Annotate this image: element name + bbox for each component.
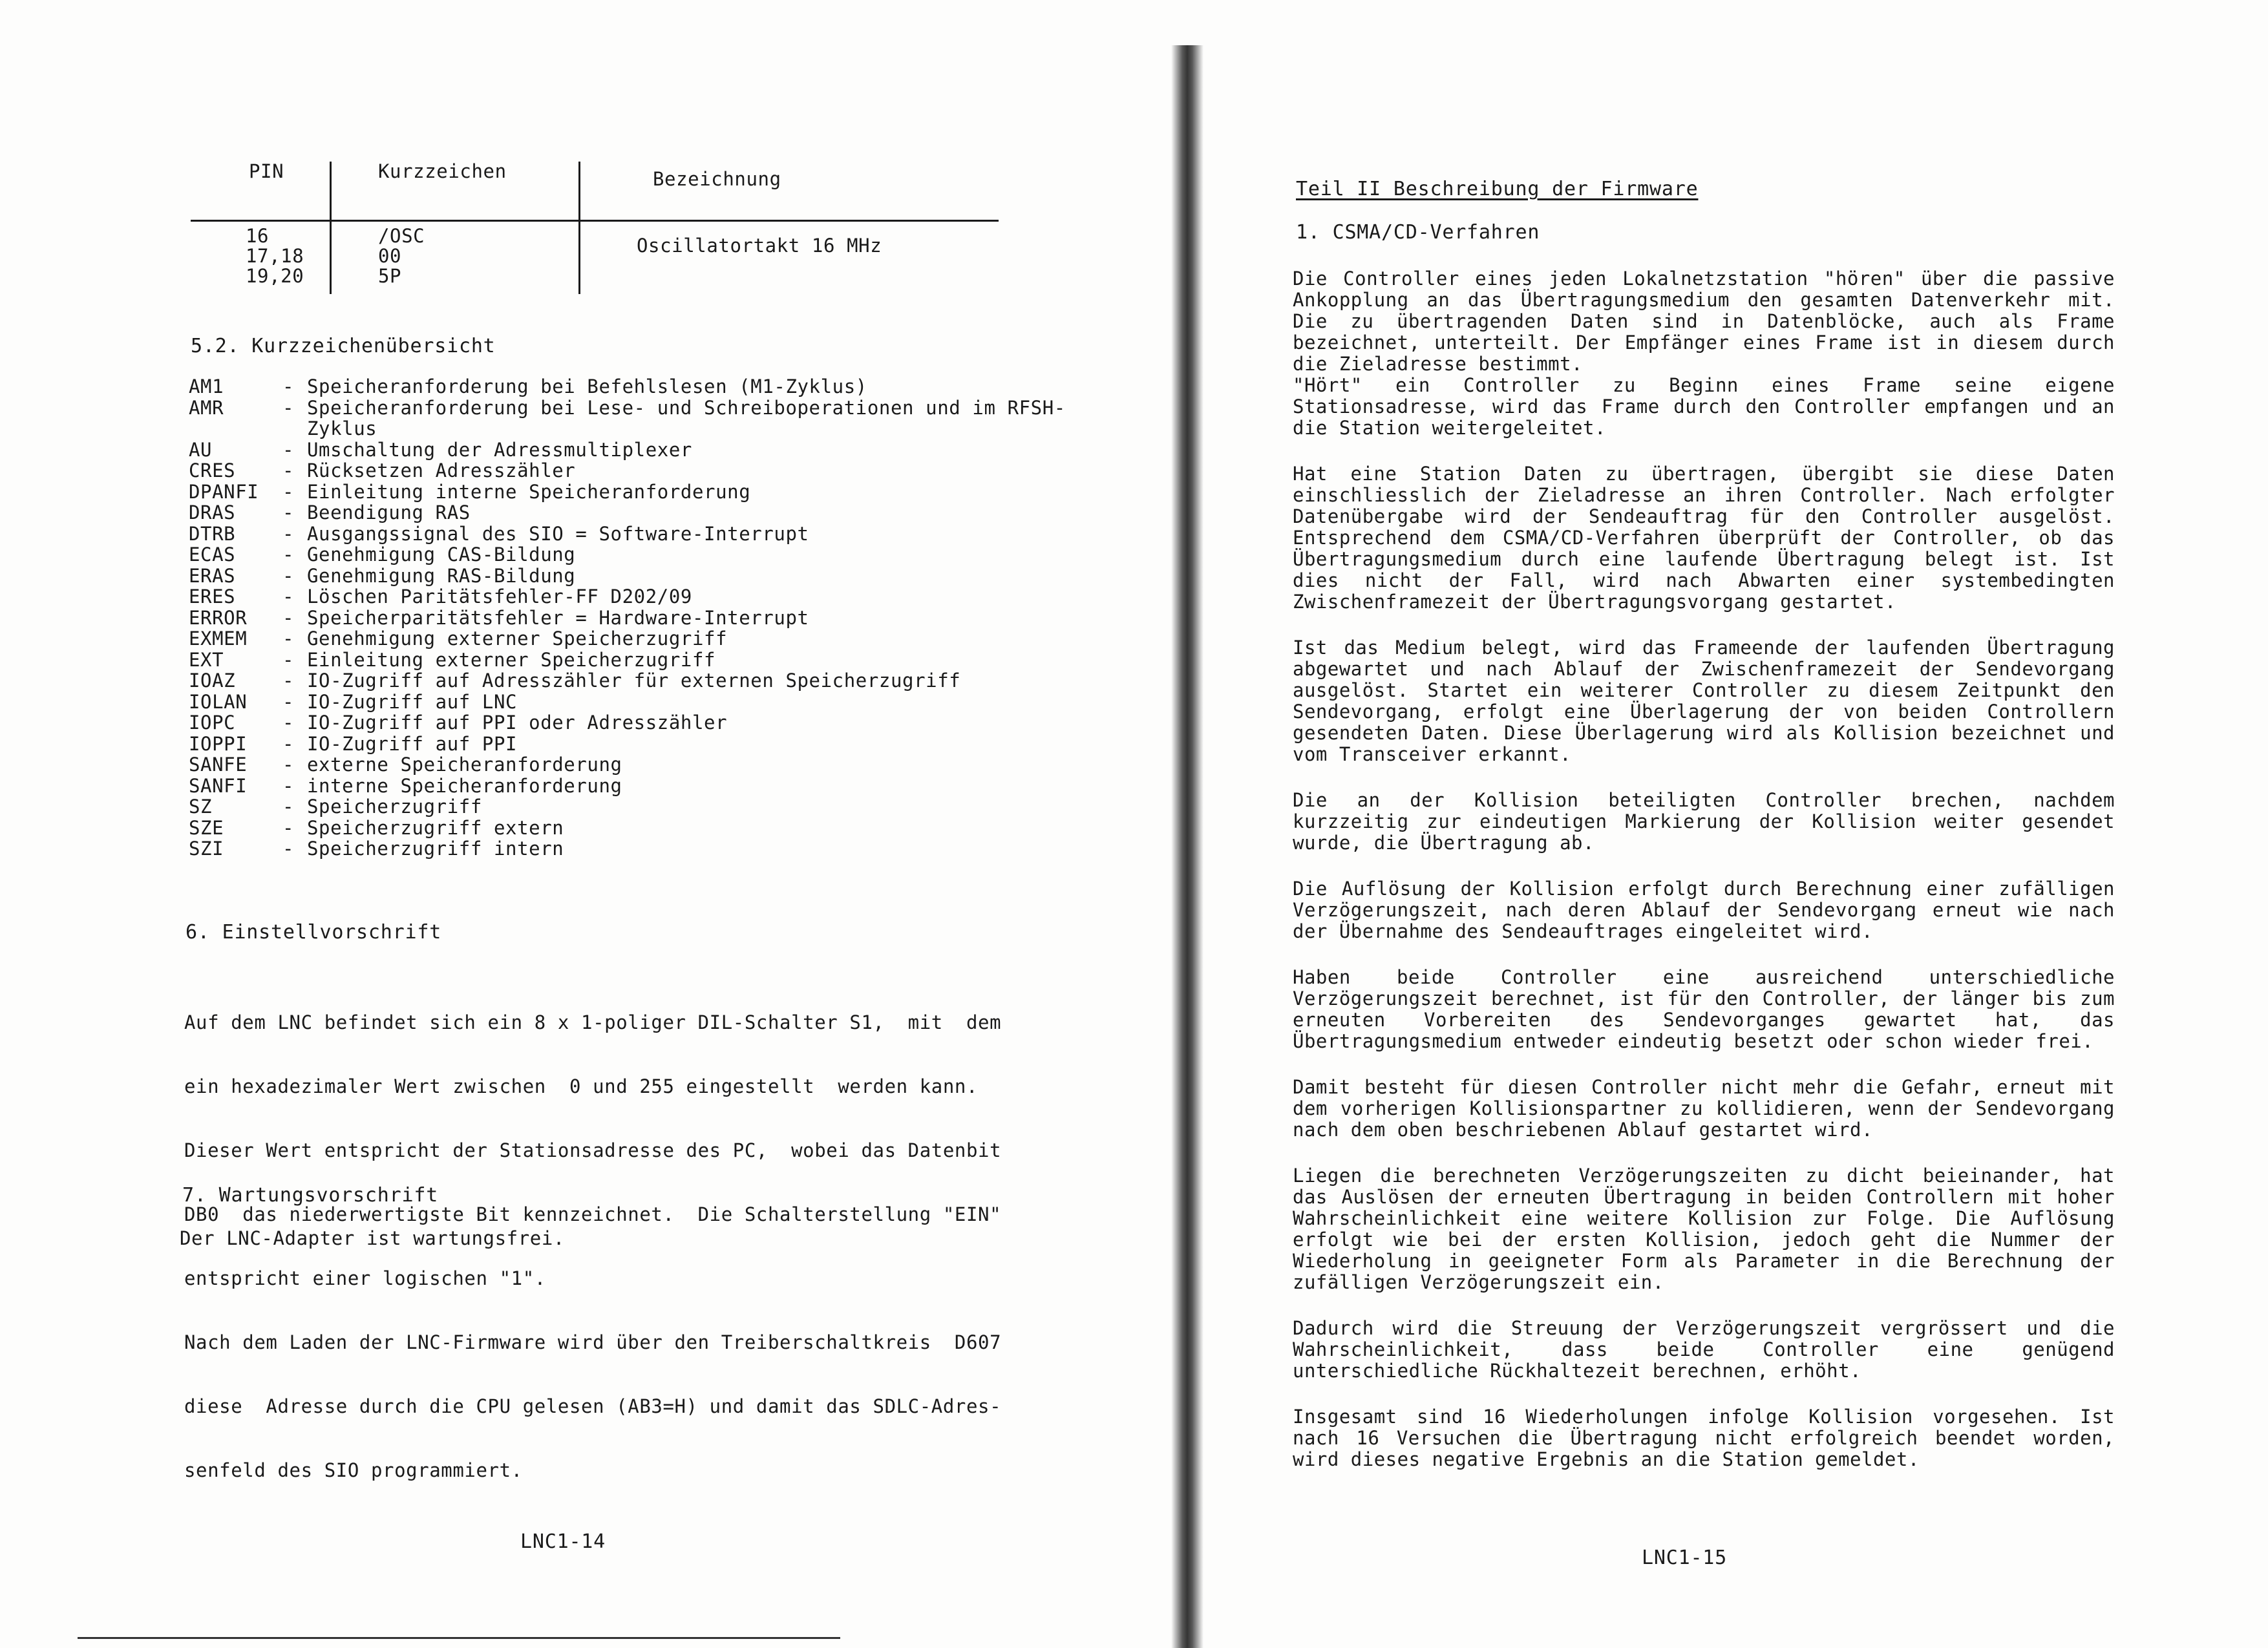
abbreviation-key: SZE bbox=[189, 816, 224, 839]
abbreviation-item bbox=[189, 818, 1115, 839]
abbreviation-key: AMR bbox=[189, 396, 224, 419]
abbreviation-key: SANFI bbox=[189, 774, 248, 797]
abbreviation-dash: - bbox=[282, 522, 295, 545]
abbreviation-key: SZ bbox=[189, 796, 213, 818]
abbreviation-description: Genehmigung CAS-Bildung bbox=[307, 544, 576, 565]
part-title: Teil II Beschreibung der Firmware bbox=[1296, 178, 1699, 200]
abbreviation-dash: - bbox=[282, 732, 295, 755]
abbreviation-key: IOPPI bbox=[189, 732, 248, 755]
abbreviation-item bbox=[189, 796, 1115, 818]
abbreviation-description: IO-Zugriff auf LNC bbox=[307, 690, 518, 713]
abbreviation-key: DRAS bbox=[189, 502, 236, 523]
pin-cell: 16 bbox=[246, 225, 270, 247]
abbreviation-key: IOAZ bbox=[189, 670, 236, 692]
abbreviation-key: AU bbox=[189, 438, 213, 461]
description-cell: Oscillatortakt 16 MHz bbox=[637, 235, 882, 257]
abbreviation-key: SANFE bbox=[189, 754, 248, 776]
abbreviation-key: SZI bbox=[189, 838, 224, 860]
abbreviation-dash: - bbox=[282, 606, 295, 629]
paragraph: Die Auflösung der Kollision erfolgt durch Berechnung einer zufälligen Verzögerungszeit, nach deren Ablauf der Sendevorgang erneut wie nach der Übernahme des Sendeauftrages eingeleitet wird. bbox=[1293, 878, 2115, 942]
abbreviation-dash: - bbox=[282, 838, 295, 860]
abbreviation-dash: - bbox=[282, 438, 295, 461]
abbreviation-description: Speicheranforderung bei Lese- und Schreiboperationen und im RFSH-Zyklus bbox=[307, 396, 1066, 439]
abbreviation-dash: - bbox=[282, 480, 295, 503]
abbreviation-item bbox=[189, 628, 1115, 650]
text-line: Dieser Wert entspricht der Stationsadresse des PC, wobei das Datenbit bbox=[184, 1139, 1002, 1161]
section-title-7: 7. Wartungsvorschrift bbox=[182, 1184, 439, 1207]
paragraph: Insgesamt sind 16 Wiederholungen infolge Kollision vorgesehen. Ist nach 16 Versuchen die Übertragung nicht erfolgreich beendet worden, wird dieses negative Ergebnis an die Station gemeldet. bbox=[1293, 1406, 2115, 1470]
section-7-text: Der LNC-Adapter ist wartungsfrei. bbox=[180, 1227, 565, 1249]
text-line: ein hexadezimaler Wert zwischen 0 und 255 eingestellt werden kann. bbox=[184, 1075, 979, 1097]
abbreviation-dash: - bbox=[282, 564, 295, 587]
abbreviation-dash: - bbox=[282, 544, 295, 565]
abbreviation-key: ERROR bbox=[189, 606, 248, 629]
abbreviation-key: ERES bbox=[189, 586, 236, 607]
abbreviation-item bbox=[189, 439, 1115, 461]
abbreviation-dash: - bbox=[282, 712, 295, 734]
section-title-csma: 1. CSMA/CD-Verfahren bbox=[1296, 221, 1540, 244]
text-line: Auf dem LNC befindet sich ein 8 x 1-poliger DIL-Schalter S1, mit dem bbox=[184, 1011, 1002, 1033]
text-line: Nach dem Laden der LNC-Firmware wird über den Treiberschaltkreis D607 bbox=[184, 1331, 1002, 1353]
abbreviation-dash: - bbox=[282, 460, 295, 481]
abbreviation-item bbox=[189, 607, 1115, 629]
abbreviation-dash: - bbox=[282, 690, 295, 713]
abbreviation-item bbox=[189, 712, 1115, 734]
section-title-6: 6. Einstellvorschrift bbox=[185, 921, 442, 944]
abbreviation-description: IO-Zugriff auf PPI bbox=[307, 732, 518, 755]
paragraph: Die Controller eines jeden Lokalnetzstation "hören" über die passive Ankopplung an das Übertragungsmedium den gesamten Datenverkehr mit. Die zu übertragenden Daten sind in Datenblöcke, auch als Frame bezeichnet, unterteilt. Der Empfänger eines Frame ist in diesem durch die Zieladresse bestimmt. "Hört" ein Controller zu Beginn eines Frame seine eigene Stationsadresse, wird das Frame durch den Controller empfangen und an die Station weitergeleitet. bbox=[1293, 268, 2115, 439]
abbreviation-item bbox=[189, 670, 1115, 692]
abbreviation-description: Genehmigung RAS-Bildung bbox=[307, 564, 576, 587]
abbreviation-description: Speicherzugriff bbox=[307, 796, 482, 818]
abbreviation-description: Rücksetzen Adresszähler bbox=[307, 460, 576, 481]
paragraph: Liegen die berechneten Verzögerungszeiten zu dicht beieinander, hat das Auslösen der erneuten Übertragung in beiden Controllern mit hoher Wahrscheinlichkeit eine weitere Kollision zur Folge. Die Auflösung erfolgt wie bei der ersten Kollision, jedoch geht die Nummer der Wiederholung in geeigneter Form als Parameter in die Berechnung der zufälligen Verzögerungszeit ein. bbox=[1293, 1165, 2115, 1293]
table-divider bbox=[330, 162, 332, 294]
abbreviation-item bbox=[189, 692, 1115, 713]
abbreviation-item bbox=[189, 544, 1115, 565]
page-number: LNC1-14 bbox=[520, 1530, 606, 1553]
abbreviation-dash: - bbox=[282, 375, 295, 397]
abbreviation-dash: - bbox=[282, 586, 295, 607]
abbreviation-dash: - bbox=[282, 628, 295, 650]
abbreviation-dash: - bbox=[282, 396, 295, 419]
abbreviation-key: ERAS bbox=[189, 564, 236, 587]
pin-cell: 19,20 bbox=[246, 265, 304, 287]
abbreviation-key: EXT bbox=[189, 648, 224, 671]
abbreviation-key: IOPC bbox=[189, 712, 236, 734]
text-line: entspricht einer logischen "1". bbox=[184, 1267, 546, 1289]
abbreviation-item bbox=[189, 734, 1115, 755]
abbreviation-description: IO-Zugriff auf Adresszähler für externen Speicherzugriff bbox=[307, 670, 961, 692]
abbreviation-dash: - bbox=[282, 648, 295, 671]
abbreviation-item bbox=[189, 838, 1115, 860]
abbreviation-description: Umschaltung der Adressmultiplexer bbox=[307, 438, 692, 461]
abbreviation-description: Speicherzugriff intern bbox=[307, 838, 564, 860]
right-page bbox=[1202, 0, 2268, 1648]
abbreviation-description: Speicheranforderung bei Befehlslesen (M1-Zyklus) bbox=[307, 375, 867, 397]
scan-edge-line bbox=[78, 1637, 840, 1639]
table-divider bbox=[578, 162, 580, 294]
abbreviation-item bbox=[189, 776, 1115, 797]
abbreviation-dash: - bbox=[282, 754, 295, 776]
abbreviation-item bbox=[189, 460, 1115, 481]
text-line: senfeld des SIO programmiert. bbox=[184, 1459, 523, 1481]
abbreviation-description: Beendigung RAS bbox=[307, 502, 471, 523]
code-cell: 00 bbox=[378, 245, 402, 267]
code-column bbox=[378, 226, 425, 286]
abbreviation-dash: - bbox=[282, 670, 295, 692]
abbreviation-description: Genehmigung externer Speicherzugriff bbox=[307, 628, 728, 650]
abbreviation-key: ECAS bbox=[189, 544, 236, 565]
pin-table bbox=[191, 155, 1005, 301]
text-line: DB0 das niederwertigste Bit kennzeichnet. Die Schalterstellung "EIN" bbox=[184, 1203, 1002, 1225]
paragraph: Dadurch wird die Streuung der Verzögerungszeit vergrössert und die Wahrscheinlichkeit, dass beide Controller eine genügend unterschiedliche Rückhaltezeit berechnen, erhöht. bbox=[1293, 1317, 2115, 1382]
book-binding bbox=[1171, 45, 1203, 1648]
code-cell: 5P bbox=[378, 265, 402, 287]
abbreviation-item bbox=[189, 754, 1115, 776]
abbreviation-key: EXMEM bbox=[189, 628, 248, 650]
abbreviation-item bbox=[189, 650, 1115, 671]
abbreviation-dash: - bbox=[282, 502, 295, 523]
text-line: diese Adresse durch die CPU gelesen (AB3=H) und damit das SDLC-Adres- bbox=[184, 1395, 1002, 1417]
abbreviation-item bbox=[189, 502, 1115, 523]
body-text bbox=[1293, 268, 2115, 1470]
abbreviation-description: IO-Zugriff auf PPI oder Adresszähler bbox=[307, 712, 728, 734]
abbreviation-description: Einleitung interne Speicheranforderung bbox=[307, 480, 751, 503]
abbreviation-dash: - bbox=[282, 774, 295, 797]
abbreviation-item bbox=[189, 481, 1115, 503]
code-cell: /OSC bbox=[378, 225, 425, 247]
paragraph: Die an der Kollision beteiligten Controller brechen, nachdem kurzzeitig zur eindeutigen Markierung der Kollision weiter gesendet wurde, die Übertragung ab. bbox=[1293, 789, 2115, 854]
abbreviation-key: DPANFI bbox=[189, 480, 259, 503]
table-header-rule bbox=[191, 220, 999, 222]
abbreviation-key: CRES bbox=[189, 460, 236, 481]
page-number: LNC1-15 bbox=[1642, 1547, 1728, 1569]
pin-cell: 17,18 bbox=[246, 245, 304, 267]
abbreviation-description: Ausgangssignal des SIO = Software-Interrupt bbox=[307, 522, 809, 545]
abbreviation-dash: - bbox=[282, 796, 295, 818]
abbreviation-dash: - bbox=[282, 816, 295, 839]
abbreviation-key: DTRB bbox=[189, 522, 236, 545]
abbreviation-description: externe Speicheranforderung bbox=[307, 754, 622, 776]
abbreviation-item bbox=[189, 586, 1115, 607]
header-bezeichnung: Bezeichnung bbox=[653, 168, 781, 190]
abbreviation-description: Einleitung externer Speicherzugriff bbox=[307, 648, 716, 671]
paragraph: Ist das Medium belegt, wird das Frameende der laufenden Übertragung abgewartet und nach Ablauf der Zwischenframezeit der Sendevorgang ausgelöst. Startet ein weiterer Controller zu diesem Zeitpunkt den Sendevorgang, erfolgt eine Überlagerung der von beiden Controllern gesendeten Daten. Diese Überlagerung wird als Kollision bezeichnet und vom Transceiver erkannt. bbox=[1293, 637, 2115, 765]
header-kurzzeichen: Kurzzeichen bbox=[378, 160, 507, 182]
paragraph: Hat eine Station Daten zu übertragen, übergibt sie diese Daten einschliesslich der Zieladresse an ihren Controller. Nach erfolgter Datenübergabe wird der Sendeauftrag für den Controller ausgelöst. Entsprechend dem CSMA/CD-Verfahren überprüft der Controller, ob das Übertragungsmedium durch eine laufende Übertragung belegt ist. Ist dies nicht der Fall, wird nach Abwarten einer systembedingten Zwischenframezeit der Übertragungsvorgang gestartet. bbox=[1293, 463, 2115, 613]
abbreviation-description: Speicherzugriff extern bbox=[307, 816, 564, 839]
paragraph: Haben beide Controller eine ausreichend unterschiedliche Verzögerungszeit berechnet, ist für den Controller, der länger bis zum erneuten Vorbereiten des Sendevorganges gewartet hat, das Übertragungsmedium entweder eindeutig besetzt oder schon wieder frei. bbox=[1293, 966, 2115, 1052]
section-title-5-2: 5.2. Kurzzeichenübersicht bbox=[191, 335, 496, 357]
abbreviation-item bbox=[189, 376, 1115, 397]
abbreviation-description: Speicherparitätsfehler = Hardware-Interrupt bbox=[307, 606, 809, 629]
abbreviation-item bbox=[189, 565, 1115, 587]
abbreviation-description: interne Speicheranforderung bbox=[307, 774, 622, 797]
paragraph: Damit besteht für diesen Controller nicht mehr die Gefahr, erneut mit dem vorherigen Kollisionspartner zu kollidieren, wenn der Sendevorgang nach dem oben beschriebenen Ablauf gestartet wird. bbox=[1293, 1076, 2115, 1141]
abbreviation-item bbox=[189, 397, 1115, 439]
abbreviation-list bbox=[189, 376, 1115, 860]
abbreviation-key: IOLAN bbox=[189, 690, 248, 713]
pin-column bbox=[246, 226, 304, 286]
abbreviation-description: Löschen Paritätsfehler-FF D202/09 bbox=[307, 586, 692, 607]
abbreviation-key: AM1 bbox=[189, 375, 224, 397]
header-pin: PIN bbox=[249, 160, 284, 182]
abbreviation-item bbox=[189, 523, 1115, 545]
